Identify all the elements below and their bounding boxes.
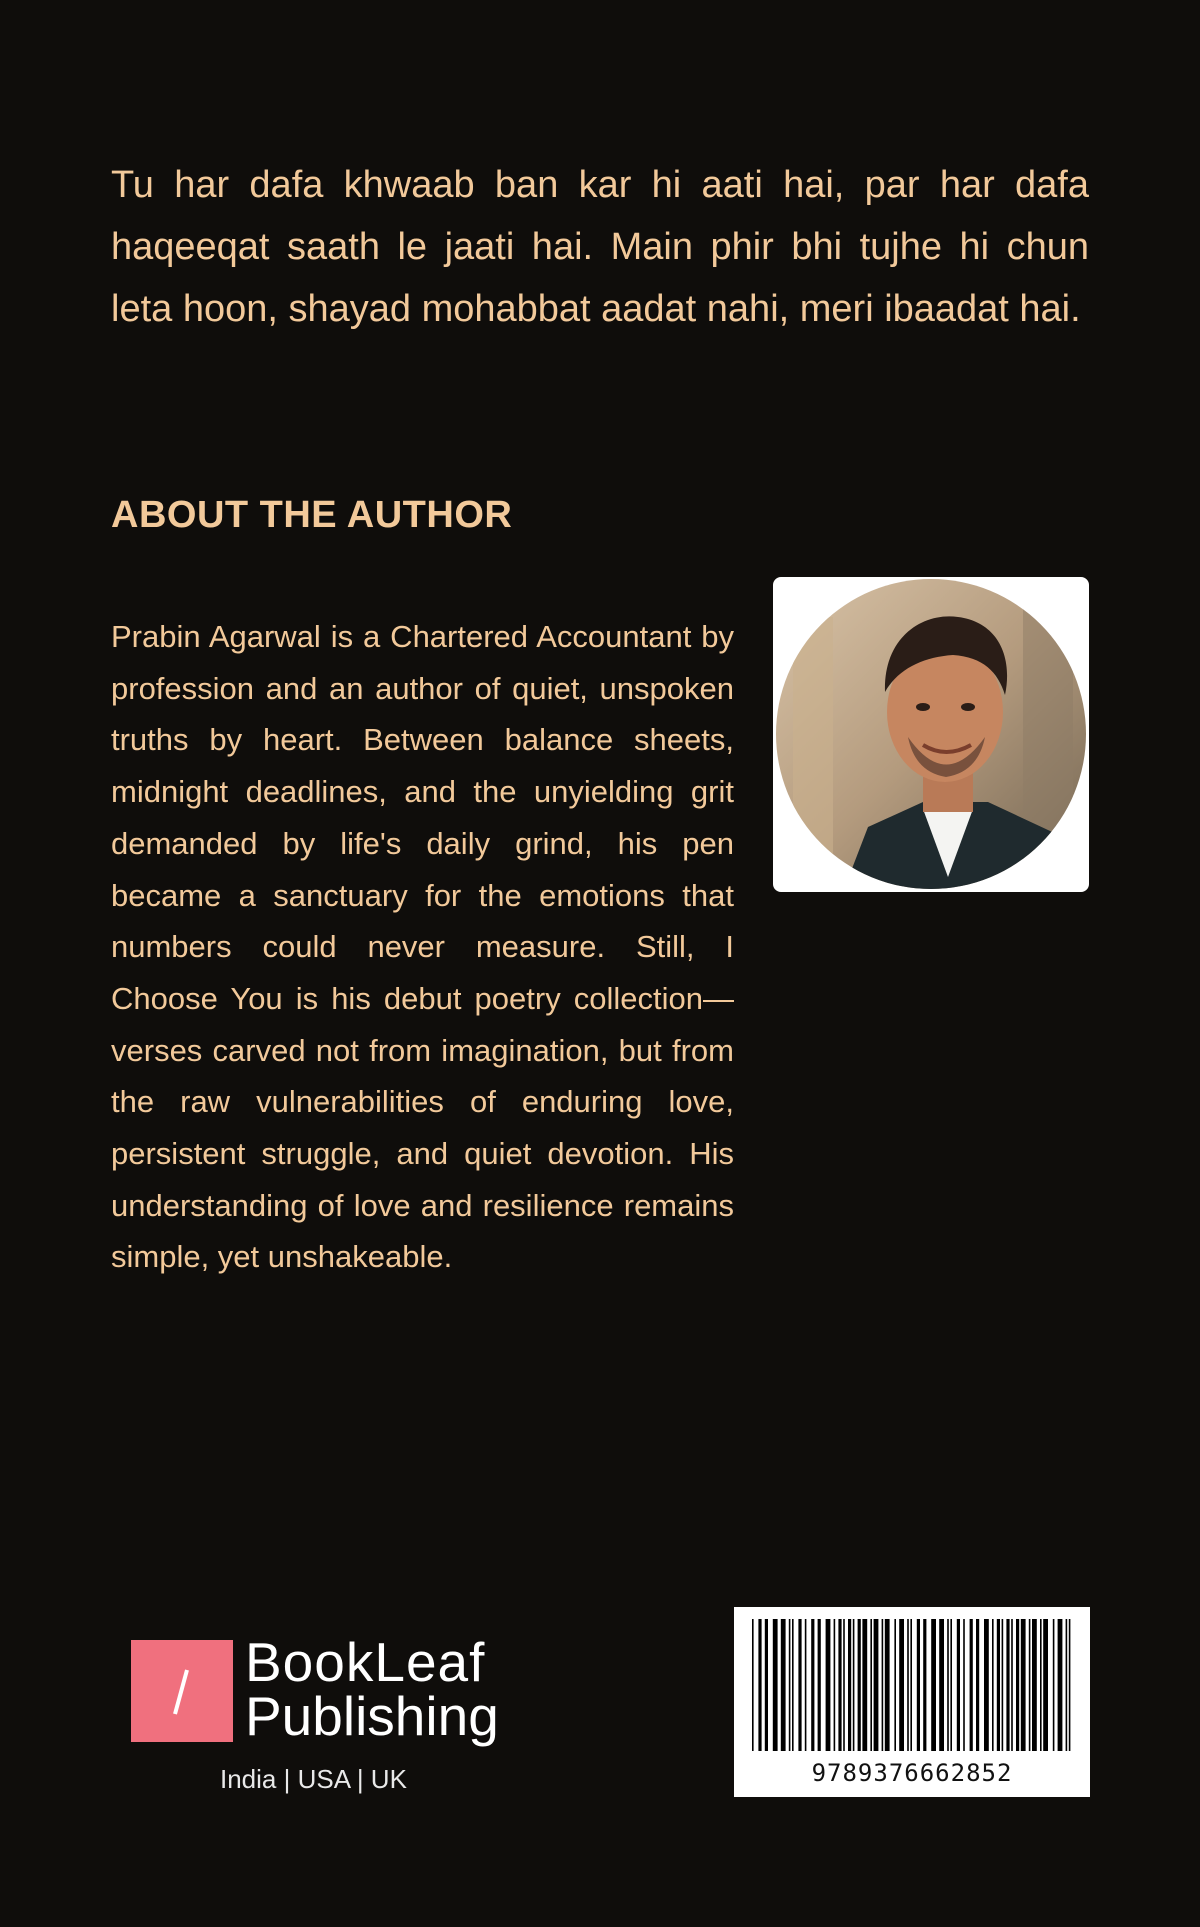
barcode-bar — [917, 1619, 920, 1751]
slash-icon — [131, 1640, 233, 1742]
barcode-bar — [970, 1619, 973, 1751]
barcode-bar — [963, 1619, 965, 1751]
barcode-bar — [834, 1619, 836, 1751]
barcode-bar — [792, 1619, 794, 1751]
barcode-bar — [752, 1619, 754, 1751]
barcode-bar — [781, 1619, 786, 1751]
barcode-bar — [939, 1619, 944, 1751]
publisher-name-line1: BookLeaf — [245, 1631, 486, 1693]
publisher-regions: India | USA | UK — [220, 1764, 407, 1794]
barcode-bar — [818, 1619, 821, 1751]
barcode-bar — [947, 1619, 949, 1751]
barcode-bar — [931, 1619, 936, 1751]
barcode-bar — [923, 1619, 926, 1751]
barcode-bar — [805, 1619, 807, 1751]
barcode-bar — [882, 1619, 884, 1751]
barcode-bar — [907, 1619, 909, 1751]
barcode-bar — [798, 1619, 801, 1751]
barcode-bar — [853, 1619, 855, 1751]
barcode-bar — [950, 1619, 952, 1751]
publisher-name-line2: Publishing — [245, 1685, 499, 1747]
barcode-bar — [885, 1619, 890, 1751]
barcode-bar — [1029, 1619, 1031, 1751]
barcode-bar — [984, 1619, 989, 1751]
publisher-logo — [131, 1631, 526, 1800]
barcode-bar — [1002, 1619, 1004, 1751]
barcode-bar — [910, 1619, 912, 1751]
barcode-bar — [1069, 1619, 1071, 1751]
barcode-bar — [848, 1619, 851, 1751]
barcode-bar — [862, 1619, 867, 1751]
barcode-bar — [1032, 1619, 1037, 1751]
barcode-bar — [843, 1619, 845, 1751]
about-author-heading: ABOUT THE AUTHOR — [111, 494, 513, 536]
isbn-number: 9789376662852 — [811, 1759, 1013, 1787]
barcode-bar — [1043, 1619, 1048, 1751]
barcode-bar — [838, 1619, 841, 1751]
author-photo — [773, 577, 1089, 892]
barcode-bar — [1016, 1619, 1019, 1751]
cover-quote: Tu har dafa khwaab ban kar hi aati hai, par har dafa haqeeqat saath le jaati hai. Main phir bhi tujhe hi chun leta hoon, shayad mohabbat aadat nahi, meri ibaadat hai. — [111, 164, 1089, 330]
barcode-bar — [765, 1619, 768, 1751]
barcode-bar — [1006, 1619, 1009, 1751]
barcode-bar — [870, 1619, 872, 1751]
barcode-bar — [1040, 1619, 1042, 1751]
barcode-bar — [894, 1619, 896, 1751]
barcode-bar — [1058, 1619, 1063, 1751]
barcode-bar — [789, 1619, 791, 1751]
barcode-bar — [874, 1619, 879, 1751]
barcode-bar — [992, 1619, 994, 1751]
barcode-bar — [1053, 1619, 1055, 1751]
author-bio: Prabin Agarwal is a Chartered Accountant by profession and an author of quiet, unspoken truths by heart. Between balance sheets, midnight deadlines, and the unyielding grit demanded by life's daily grind, his pen became a sanctuary for the emotions that numbers could never measure. Still, I Choose You is his debut poetry collection—verses carved not from imagination, but from the raw vulnerabilities of enduring love, persistent struggle, and quiet devotion. His understanding of love and resilience remains simple, yet unshakeable. — [111, 619, 734, 1275]
barcode-bar — [1011, 1619, 1013, 1751]
barcode-bar — [758, 1619, 761, 1751]
barcode-bar — [1066, 1619, 1068, 1751]
barcode-bar — [997, 1619, 1000, 1751]
barcode-bar — [773, 1619, 778, 1751]
barcode-bar — [858, 1619, 861, 1751]
barcode-bars — [746, 1619, 1078, 1755]
barcode-bar — [976, 1619, 979, 1751]
barcode-bar — [957, 1619, 960, 1751]
barcode-bar — [899, 1619, 904, 1751]
barcode-bar — [811, 1619, 814, 1751]
isbn-barcode — [734, 1607, 1090, 1797]
barcode-bar — [1021, 1619, 1026, 1751]
barcode-bar — [826, 1619, 831, 1751]
